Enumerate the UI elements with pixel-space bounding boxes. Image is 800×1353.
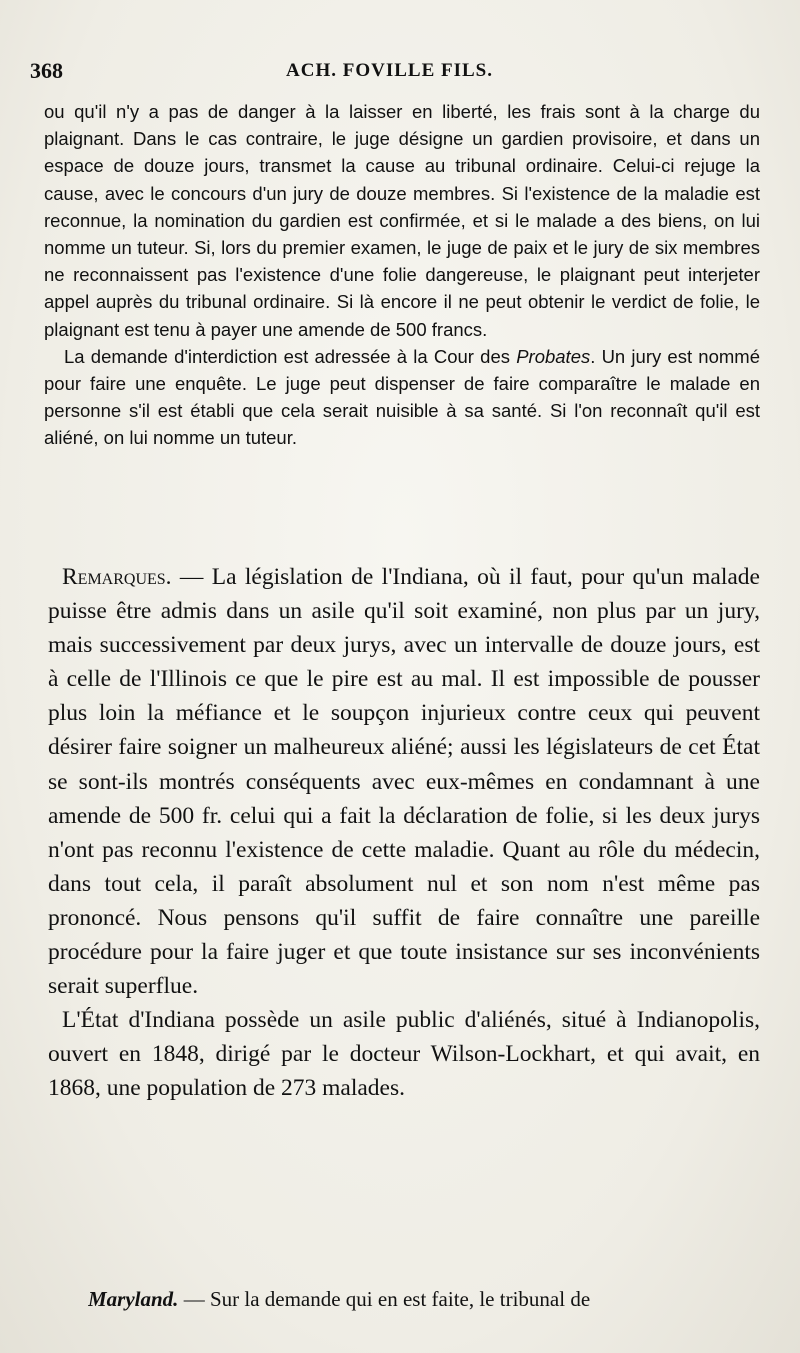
remarques-label: Remarques. — [62, 564, 172, 590]
probates-term: Probates — [516, 345, 591, 367]
paragraph-indiana-asylum: L'État d'Indiana possède un asile public d'aliénés, situé à Indianopolis, ouvert en 1848, dirigé par le docteur Wilson-Lockhart, et qui avait, en 1868, une population de 273 malades. — [48, 1007, 760, 1102]
paragraph-procedure: ou qu'il n'y a pas de danger à la laisser en liberté, les frais sont à la charge du plaignant. Dans le cas contraire, le juge désigne un gardien provisoire, et dans un espace de douze jours, transmet la cause au tribunal ordinaire. Celui-ci rejuge la cause, avec le concours d'un jury de douze membres. Si l'existence de la maladie est reconnue, la nomination du gardien est confirmée, et si le malade a des biens, on lui nomme un tuteur. Si, lors du premier examen, le juge de paix et le jury de six membres ne reconnaissent pas l'existence d'une folie dangereuse, le plaignant peut interjeter appel auprès du tribunal ordinaire. Si là encore il ne peut obtenir le verdict de folie, le plaignant est tenu à payer une amende de 500 francs. — [44, 101, 760, 340]
paragraph-remarques — [48, 560, 760, 1003]
maryland-label: Maryland. — [88, 1287, 179, 1311]
paragraph-interdiction — [44, 343, 760, 452]
page-header — [30, 58, 770, 88]
maryland-text: — Sur la demande qui en est faite, le tribunal de — [178, 1287, 591, 1311]
interdiction-text-end: . Un jury est nommé pour faire une enquête. Le juge peut dispenser de faire comparaître le malade en personne s'il est établi que cela serait nuisible à sa santé. Si l'on reconnaît qu'il est aliéné, on lui nomme un tuteur. — [44, 345, 760, 449]
main-text-section — [48, 560, 760, 1106]
interdiction-text-start: La demande d'interdiction est adressée à la Cour des — [64, 345, 517, 367]
remarques-body: — La législation de l'Indiana, où il faut, pour qu'un malade puisse être admis dans un asile qu'il soit examiné, non plus par un jury, mais successivement par deux jurys, avec un intervalle de douze jours, est à celle de l'Illinois ce que le pire est au mal. Il est impossible de pousser plus loin la méfiance et le soupçon injurieux contre ceux qui peuvent désirer faire soigner un malheureux aliéné; aussi les législateurs de cet État se sont-ils montrés conséquents avec eux-mêmes en condamnant à une amende de 500 fr. celui qui a fait la déclaration de folie, si les deux jurys n'ont pas reconnu l'existence de cette maladie. Quant au rôle du médecin, dans tout cela, il paraît absolument nul et son nom n'est même pas prononcé. Nous pensons qu'il suffit de faire connaître une pareille procédure pour la faire juger et que toute insistance sur ses inconvénients serait superflue. — [48, 564, 760, 1000]
maryland-section — [88, 1284, 760, 1314]
page-number: 368 — [30, 58, 63, 83]
running-head: ACH. FOVILLE FILS. — [286, 60, 493, 81]
small-print-section — [44, 98, 760, 452]
